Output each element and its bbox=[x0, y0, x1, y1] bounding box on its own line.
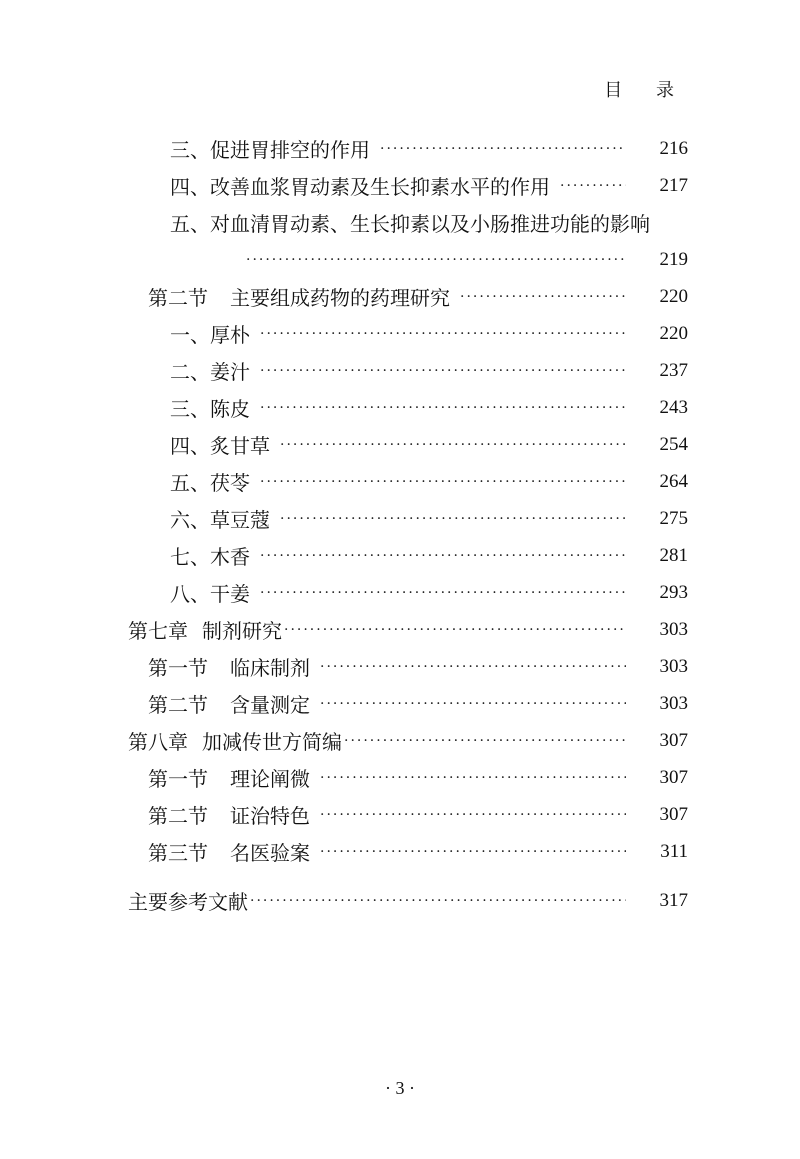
toc-chapter-entry[interactable] bbox=[0, 611, 800, 648]
dot-leader bbox=[280, 511, 626, 527]
dot-leader bbox=[320, 770, 626, 786]
section-title: 含量测定 bbox=[230, 693, 310, 717]
toc-entry[interactable] bbox=[0, 167, 800, 204]
toc-entry[interactable] bbox=[0, 352, 800, 389]
toc-entry-label bbox=[148, 800, 310, 829]
toc-page-number: 237 bbox=[659, 359, 688, 381]
toc-page-number: 219 bbox=[659, 248, 688, 270]
section-title: 临床制剂 bbox=[230, 656, 310, 680]
toc-page-number: 217 bbox=[659, 174, 688, 196]
dot-leader bbox=[260, 363, 626, 379]
section-number: 第一节 bbox=[148, 767, 208, 791]
toc-page-number: 281 bbox=[659, 544, 688, 566]
toc-chapter-entry[interactable] bbox=[0, 882, 800, 919]
toc-chapter-entry[interactable] bbox=[0, 722, 800, 759]
toc-entry[interactable] bbox=[0, 315, 800, 352]
toc-entry-label: 四、炙甘草 bbox=[170, 434, 270, 458]
toc-page-number: 220 bbox=[659, 322, 688, 344]
toc-entry[interactable] bbox=[0, 463, 800, 500]
toc-entry-label bbox=[148, 763, 310, 792]
toc-page-number: 264 bbox=[659, 470, 688, 492]
toc-entry[interactable] bbox=[0, 130, 800, 167]
toc-entry-label bbox=[148, 282, 450, 311]
toc-entry[interactable] bbox=[0, 389, 800, 426]
toc-page-number: 307 bbox=[659, 766, 688, 788]
dot-leader bbox=[260, 474, 626, 490]
toc-entry-label: 七、木香 bbox=[170, 545, 250, 569]
toc-entry-continuation[interactable] bbox=[0, 241, 800, 278]
section-title: 名医验案 bbox=[230, 841, 310, 865]
page-header-title: 目 录 bbox=[604, 80, 688, 101]
section-title: 证治特色 bbox=[230, 804, 310, 828]
toc-entry-label bbox=[128, 615, 282, 644]
spacer bbox=[0, 870, 800, 882]
toc-entry[interactable] bbox=[0, 500, 800, 537]
dot-leader bbox=[320, 844, 626, 860]
table-of-contents bbox=[0, 130, 800, 919]
toc-entry[interactable] bbox=[0, 685, 800, 722]
toc-entry-label: 四、改善血浆胃动素及生长抑素水平的作用 bbox=[170, 175, 550, 199]
dot-leader bbox=[246, 252, 626, 268]
toc-page-number: 293 bbox=[659, 581, 688, 603]
dot-leader bbox=[250, 893, 626, 909]
toc-page-number: 317 bbox=[659, 889, 688, 911]
dot-leader bbox=[260, 400, 626, 416]
dot-leader bbox=[320, 807, 626, 823]
toc-entry-label: 三、促进胃排空的作用 bbox=[170, 138, 370, 162]
toc-entry-label: 五、对血清胃动素、生长抑素以及小肠推进功能的影响 bbox=[170, 212, 650, 236]
toc-entry[interactable] bbox=[0, 833, 800, 870]
toc-entry-label: 主要参考文献 bbox=[128, 890, 248, 914]
section-number: 第三节 bbox=[148, 841, 208, 865]
toc-entry[interactable] bbox=[0, 574, 800, 611]
toc-entry-label: 二、姜汁 bbox=[170, 360, 250, 384]
dot-leader bbox=[280, 437, 626, 453]
dot-leader bbox=[260, 585, 626, 601]
dot-leader bbox=[320, 696, 626, 712]
dot-leader bbox=[320, 659, 626, 675]
section-number: 第一节 bbox=[148, 656, 208, 680]
toc-page-number: 303 bbox=[659, 618, 688, 640]
chapter-number: 第七章 bbox=[128, 619, 188, 643]
toc-entry[interactable] bbox=[0, 426, 800, 463]
toc-entry-label: 六、草豆蔻 bbox=[170, 508, 270, 532]
toc-entry[interactable] bbox=[0, 796, 800, 833]
dot-leader bbox=[344, 733, 626, 749]
section-number: 第二节 bbox=[148, 286, 208, 310]
toc-entry-label bbox=[128, 726, 342, 755]
chapter-number: 第八章 bbox=[128, 730, 188, 754]
toc-entry[interactable] bbox=[0, 537, 800, 574]
toc-entry[interactable] bbox=[0, 648, 800, 685]
dot-leader bbox=[284, 622, 626, 638]
page-number-footer: · 3 · bbox=[385, 1078, 415, 1098]
toc-entry-label: 一、厚朴 bbox=[170, 323, 250, 347]
toc-page-number: 275 bbox=[659, 507, 688, 529]
toc-entry-label: 三、陈皮 bbox=[170, 397, 250, 421]
toc-page-number: 303 bbox=[659, 692, 688, 714]
dot-leader bbox=[460, 289, 626, 305]
section-title: 理论阐微 bbox=[230, 767, 310, 791]
section-number: 第二节 bbox=[148, 693, 208, 717]
toc-entry-label bbox=[148, 652, 310, 681]
toc-page-number: 254 bbox=[659, 433, 688, 455]
chapter-title: 加减传世方简编 bbox=[202, 730, 342, 754]
section-title: 主要组成药物的药理研究 bbox=[230, 286, 450, 310]
toc-page-number: 216 bbox=[659, 137, 688, 159]
toc-page-number: 311 bbox=[660, 840, 688, 862]
toc-page-number: 307 bbox=[659, 729, 688, 751]
toc-entry-label: 八、干姜 bbox=[170, 582, 250, 606]
dot-leader bbox=[260, 548, 626, 564]
dot-leader bbox=[560, 178, 626, 194]
toc-page-number: 220 bbox=[659, 285, 688, 307]
toc-entry-label: 五、茯苓 bbox=[170, 471, 250, 495]
toc-page-number: 243 bbox=[659, 396, 688, 418]
toc-entry-label bbox=[148, 689, 310, 718]
toc-page-number: 303 bbox=[659, 655, 688, 677]
toc-page-number: 307 bbox=[659, 803, 688, 825]
dot-leader bbox=[260, 326, 626, 342]
dot-leader bbox=[380, 141, 626, 157]
toc-entry-label bbox=[148, 837, 310, 866]
chapter-title: 制剂研究 bbox=[202, 619, 282, 643]
section-number: 第二节 bbox=[148, 804, 208, 828]
toc-entry[interactable] bbox=[0, 278, 800, 315]
toc-entry[interactable] bbox=[0, 204, 800, 241]
toc-entry[interactable] bbox=[0, 759, 800, 796]
